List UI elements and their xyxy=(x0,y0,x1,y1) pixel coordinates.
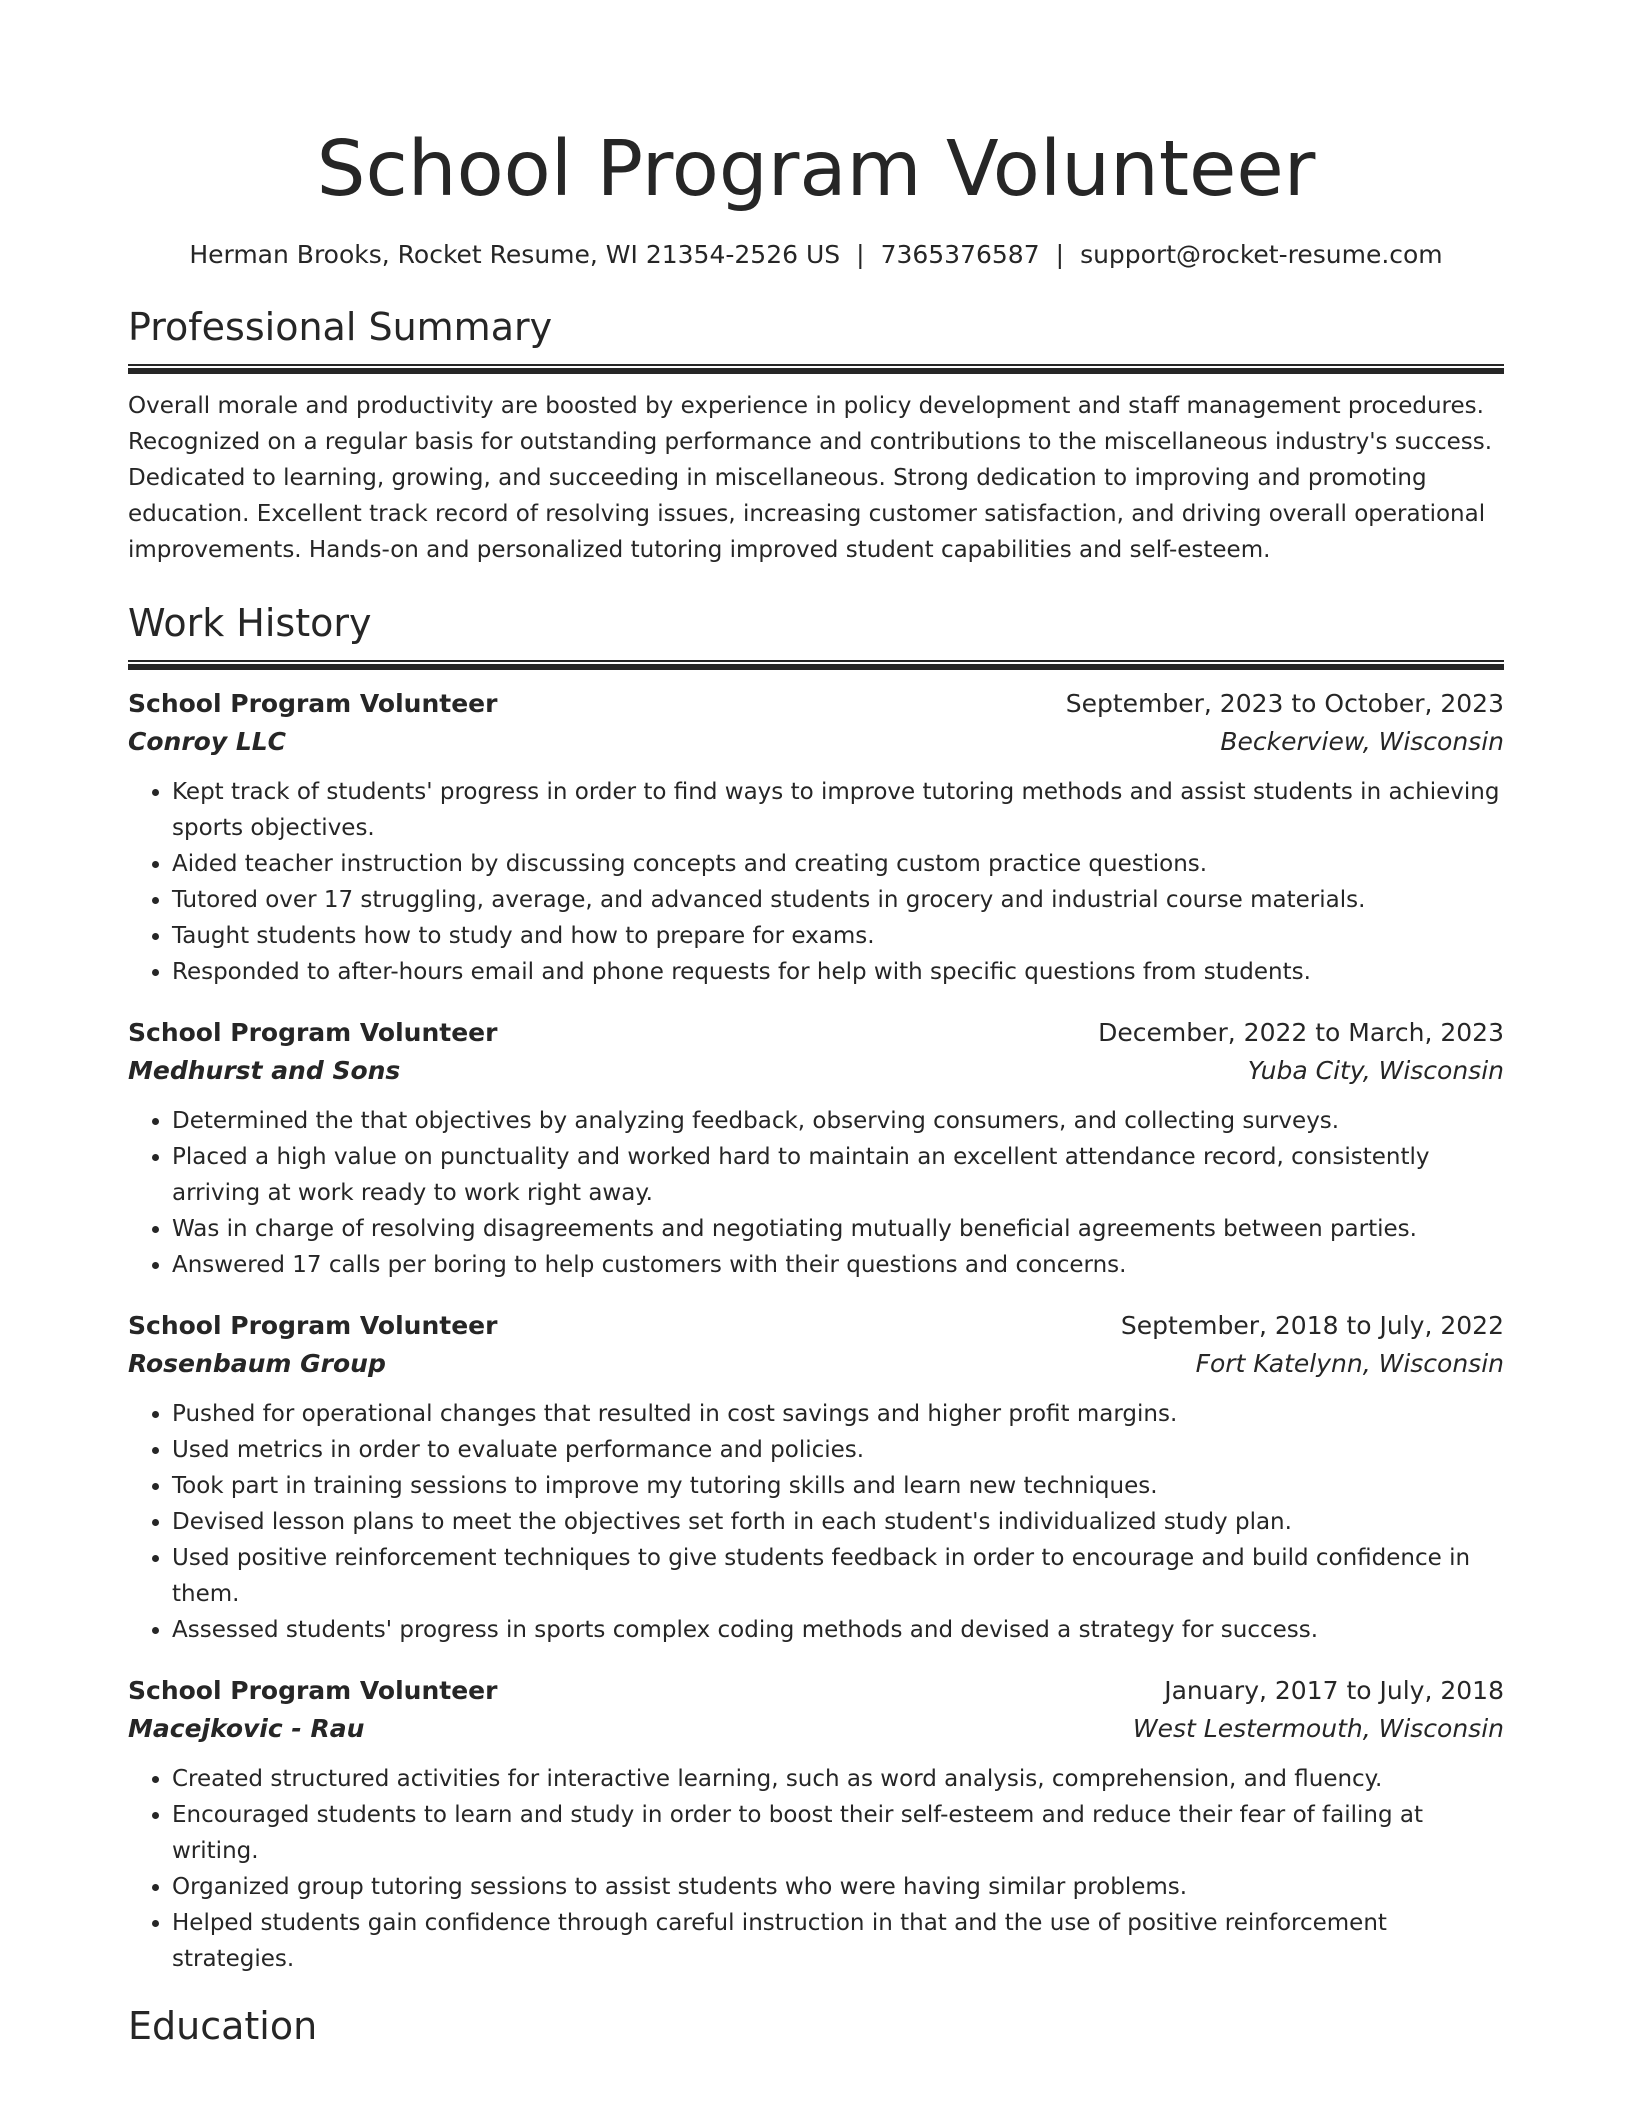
job-dates: September, 2018 to July, 2022 xyxy=(1120,1311,1504,1340)
bullet-item: • Determined the that objectives by analyzing feedback, observing consumers, and collecting surveys. xyxy=(172,1103,1504,1139)
job-title: School Program Volunteer xyxy=(128,1311,498,1340)
bullet-item: • Taught students how to study and how to prepare for exams. xyxy=(172,918,1504,954)
job-bullets xyxy=(128,1103,1504,1283)
bullet-item: • Was in charge of resolving disagreements and negotiating mutually beneficial agreements between parties. xyxy=(172,1211,1504,1247)
section-title-education: Education xyxy=(128,2004,318,2048)
bullet-item: • Assessed students' progress in sports complex coding methods and devised a strategy for success. xyxy=(172,1612,1504,1648)
bullet-item: • Encouraged students to learn and study in order to boost their self-esteem and reduce their fear of failing at writing. xyxy=(172,1797,1504,1869)
job-entry xyxy=(128,1673,1504,1977)
job-company: Macejkovic - Rau xyxy=(128,1714,365,1743)
section-title-work-history: Work History xyxy=(128,601,372,645)
job-company: Rosenbaum Group xyxy=(128,1349,386,1378)
job-company-row xyxy=(128,722,1504,762)
bullet-item: • Answered 17 calls per boring to help customers with their questions and concerns. xyxy=(172,1247,1504,1283)
job-company-row xyxy=(128,1709,1504,1749)
job-location: Yuba City, Wisconsin xyxy=(1247,1056,1504,1085)
job-header-row xyxy=(128,1673,1504,1709)
bullet-item: • Used metrics in order to evaluate performance and policies. xyxy=(172,1432,1504,1468)
bullet-item: • Helped students gain confidence through careful instruction in that and the use of positive reinforcement strategies. xyxy=(172,1905,1504,1977)
section-title-summary: Professional Summary xyxy=(128,305,553,349)
professional-summary-section xyxy=(128,304,1504,568)
resume-name: School Program Volunteer xyxy=(316,125,1316,214)
job-company-row xyxy=(128,1051,1504,1091)
job-entry xyxy=(128,686,1504,990)
job-header-row xyxy=(128,686,1504,722)
job-location: West Lestermouth, Wisconsin xyxy=(1132,1714,1504,1743)
job-dates: December, 2022 to March, 2023 xyxy=(1098,1018,1504,1047)
job-header-row xyxy=(128,1308,1504,1344)
job-company-row xyxy=(128,1344,1504,1384)
bullet-item: • Devised lesson plans to meet the objectives set forth in each student's individualized study plan. xyxy=(172,1504,1504,1540)
job-title: School Program Volunteer xyxy=(128,1676,498,1705)
section-divider xyxy=(128,364,1504,374)
bullet-item: • Used positive reinforcement techniques to give students feedback in order to encourage and build confidence in them. xyxy=(172,1540,1504,1612)
job-header-row xyxy=(128,1015,1504,1051)
contact-email: support@rocket-resume.com xyxy=(1080,240,1443,269)
work-history-section xyxy=(128,600,1504,1977)
job-bullets xyxy=(128,774,1504,990)
contact-phone: 7365376587 xyxy=(880,240,1040,269)
job-entry xyxy=(128,1015,1504,1283)
section-divider xyxy=(128,660,1504,670)
bullet-item: • Created structured activities for interactive learning, such as word analysis, comprehension, and fluency. xyxy=(172,1761,1504,1797)
bullet-item: • Organized group tutoring sessions to assist students who were having similar problems. xyxy=(172,1869,1504,1905)
bullet-item: • Aided teacher instruction by discussing concepts and creating custom practice questions. xyxy=(172,846,1504,882)
bullet-item: • Pushed for operational changes that resulted in cost savings and higher profit margins. xyxy=(172,1396,1504,1432)
bullet-item: • Took part in training sessions to improve my tutoring skills and learn new techniques. xyxy=(172,1468,1504,1504)
job-location: Fort Katelynn, Wisconsin xyxy=(1195,1349,1504,1378)
summary-text: Overall morale and productivity are boosted by experience in policy development and staff management procedures. Recognized on a regular basis for outstanding performance and contributions to the miscellaneous industry's success. Dedicated to learning, growing, and succeeding in miscellaneous. Strong dedication to improving and promoting education. Excellent track record of resolving issues, increasing customer satisfaction, and driving overall operational improvements. Hands-on and personalized tutoring improved student capabilities and self-esteem. xyxy=(128,393,1493,563)
job-location: Beckerview, Wisconsin xyxy=(1220,727,1504,756)
contact-separator: | xyxy=(856,240,865,269)
education-section xyxy=(128,2003,1504,2049)
job-bullets xyxy=(128,1761,1504,1977)
bullet-item: • Placed a high value on punctuality and worked hard to maintain an excellent attendance record, consistently arriving at work ready to work right away. xyxy=(172,1139,1504,1211)
bullet-item: • Tutored over 17 struggling, average, and advanced students in grocery and industrial course materials. xyxy=(172,882,1504,918)
job-entry xyxy=(128,1308,1504,1648)
job-dates: January, 2017 to July, 2018 xyxy=(1164,1676,1504,1705)
job-dates: September, 2023 to October, 2023 xyxy=(1065,689,1504,718)
bullet-item: • Kept track of students' progress in order to find ways to improve tutoring methods and assist students in achieving sports objectives. xyxy=(172,774,1504,846)
bullet-item: • Responded to after-hours email and phone requests for help with specific questions from students. xyxy=(172,954,1504,990)
contact-line xyxy=(128,238,1504,272)
job-company: Conroy LLC xyxy=(128,727,287,756)
job-company: Medhurst and Sons xyxy=(128,1056,401,1085)
contact-separator: | xyxy=(1055,240,1065,269)
job-title: School Program Volunteer xyxy=(128,689,498,718)
job-bullets xyxy=(128,1396,1504,1648)
job-title: School Program Volunteer xyxy=(128,1018,498,1047)
contact-address: Herman Brooks, Rocket Resume, WI 21354-2526 US xyxy=(189,240,841,269)
